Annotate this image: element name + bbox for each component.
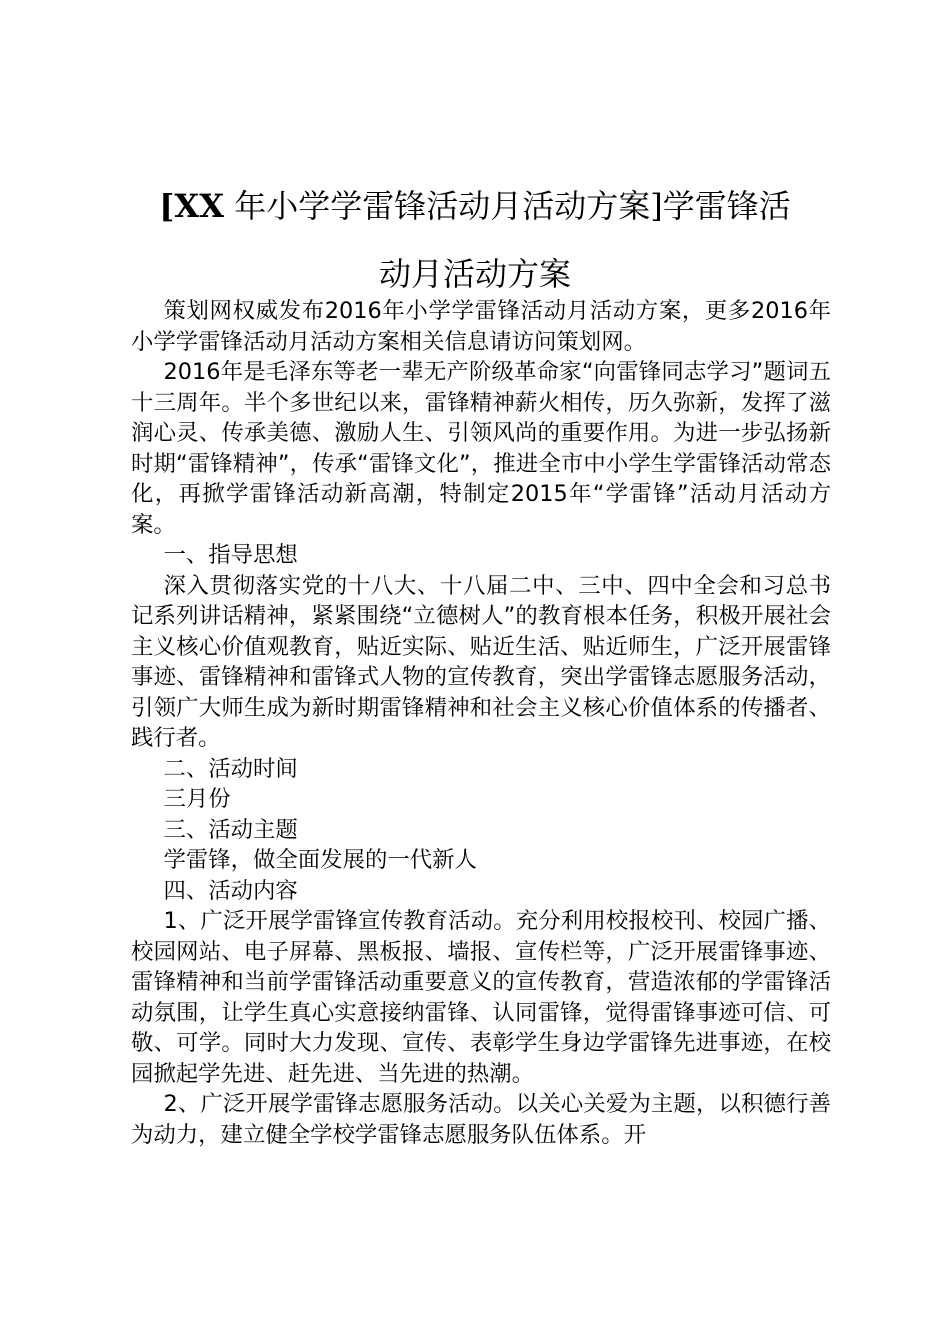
paragraph-content-2: 2、广泛开展学雷锋志愿服务活动。以关心关爱为主题，以积德行善为动力，建立健全学校学雷锋志愿服务队伍体系。开 xyxy=(131,1091,831,1148)
document-title xyxy=(110,172,840,308)
paragraph-background: 2016年是毛泽东等老一辈无产阶级革命家“向雷锋同志学习”题词五十三周年。半个多世纪以来，雷锋精神薪火相传，历久弥新，发挥了滋润心灵、传承美德、激励人生、引领风尚的重要作用。为进一步弘扬新时期“雷锋精神”，传承“雷锋文化”，推进全市中小学生学雷锋活动常态化，再掀学雷锋活动新高潮，特制定2015年“学雷锋”活动月活动方案。 xyxy=(131,359,831,538)
heading-activity-content: 四、活动内容 xyxy=(163,877,298,904)
heading-activity-time: 二、活动时间 xyxy=(163,755,298,782)
title-line1: 年小学学雷锋活动月活动方案]学雷锋活 xyxy=(234,187,791,225)
paragraph-activity-time: 三月份 xyxy=(163,786,231,812)
paragraph-content-1: 1、广泛开展学雷锋宣传教育活动。充分利用校报校刊、校园广播、校园网站、电子屏幕、黑板报、墙报、宣传栏等，广泛开展雷锋事迹、雷锋精神和当前学雷锋活动重要意义的宣传教育，营造浓郁的学雷锋活动氛围，让学生真心实意接纳雷锋、认同雷锋，觉得雷锋事迹可信、可敬、可学。同时大力发现、宣传、表彰学生身边学雷锋先进事迹，在校园掀起学先进、赶先进、当先进的热潮。 xyxy=(131,908,831,1087)
heading-guiding-thought: 一、指导思想 xyxy=(163,542,298,568)
title-line2: 动月活动方案 xyxy=(378,255,571,293)
heading-activity-theme: 三、活动主题 xyxy=(163,816,298,843)
paragraph-intro: 策划网权威发布2016年小学学雷锋活动月活动方案，更多2016年小学学雷锋活动月活动方案相关信息请访问策划网。 xyxy=(131,298,831,355)
document-body xyxy=(131,296,831,1150)
paragraph-activity-theme: 学雷锋，做全面发展的一代新人 xyxy=(163,847,477,873)
title-prefix: [XX xyxy=(159,187,225,225)
paragraph-guiding-thought: 深入贯彻落实党的十八大、十八届二中、三中、四中全会和习总书记系列讲话精神，紧紧围绕“立德树人”的教育根本任务，积极开展社会主义核心价值观教育，贴近实际、贴近生活、贴近师生，广泛开展雷锋事迹、雷锋精神和雷锋式人物的宣传教育，突出学雷锋志愿服务活动，引领广大师生成为新时期雷锋精神和社会主义核心价值体系的传播者、践行者。 xyxy=(131,572,831,751)
